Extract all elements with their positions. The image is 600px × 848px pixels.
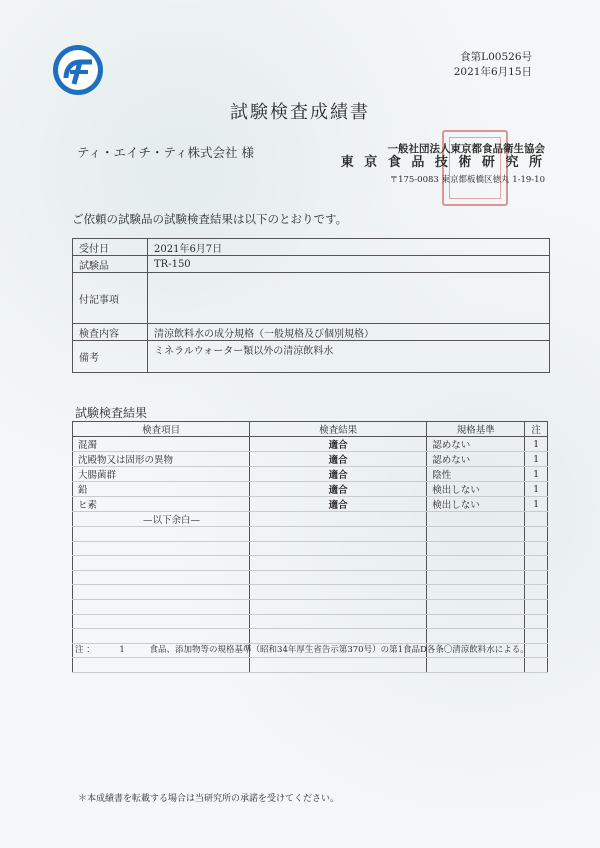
table-row <box>73 452 548 467</box>
result-item: ヒ素 <box>73 497 250 512</box>
empty-cell <box>427 658 525 673</box>
empty-cell <box>427 599 525 614</box>
empty-cell <box>525 556 548 571</box>
results-section-title: 試験検査結果 <box>75 406 148 420</box>
result-item: 大腸菌群 <box>73 467 250 482</box>
empty-cell <box>250 614 427 629</box>
empty-cell <box>73 599 250 614</box>
empty-cell <box>525 585 548 600</box>
issuer-lab: 東 京 食 品 技 術 研 究 所 <box>340 155 545 170</box>
empty-cell <box>525 570 548 585</box>
results-header-row <box>73 422 548 437</box>
table-row <box>73 556 548 571</box>
empty-cell <box>73 585 250 600</box>
info-value: TR-150 <box>148 256 550 273</box>
empty-cell <box>427 585 525 600</box>
empty-cell <box>250 585 427 600</box>
empty-cell <box>427 541 525 556</box>
info-value <box>148 273 550 324</box>
info-key: 付記事項 <box>73 273 148 324</box>
header-note: 注 <box>525 422 548 437</box>
header-result: 検査結果 <box>250 422 427 437</box>
table-row <box>73 585 548 600</box>
empty-cell <box>427 556 525 571</box>
empty-cell <box>250 599 427 614</box>
result-standard: 認めない <box>427 437 525 452</box>
client-name: ティ・エイチ・ティ株式会社 様 <box>77 145 254 160</box>
empty-cell <box>525 658 548 673</box>
empty-cell <box>525 527 548 542</box>
info-value: ミネラルウォーター類以外の清涼飲料水 <box>148 341 550 373</box>
info-value: 清涼飲料水の成分規格（一般規格及び個別規格） <box>148 324 550 341</box>
empty-cell <box>525 512 548 527</box>
result-item: 鉛 <box>73 482 250 497</box>
intro-text: ご依頼の試験品の試験検査結果は以下のとおりです。 <box>72 212 348 226</box>
result-standard: 陰性 <box>427 467 525 482</box>
info-key: 検査内容 <box>73 324 148 341</box>
table-row <box>73 658 548 673</box>
empty-cell <box>73 541 250 556</box>
header-standard: 規格基準 <box>427 422 525 437</box>
empty-cell <box>427 614 525 629</box>
result-note: 1 <box>525 452 548 467</box>
info-row <box>73 341 550 373</box>
table-row <box>73 570 548 585</box>
result-value: 適合 <box>250 437 427 452</box>
empty-cell <box>73 527 250 542</box>
footnote-number: 1 <box>119 645 125 655</box>
info-row <box>73 324 550 341</box>
result-standard: 検出しない <box>427 482 525 497</box>
result-item: 沈殿物又は固形の異物 <box>73 452 250 467</box>
result-value: 適合 <box>250 482 427 497</box>
info-key: 受付日 <box>73 239 148 256</box>
empty-cell <box>250 658 427 673</box>
empty-cell <box>427 512 525 527</box>
empty-cell <box>427 527 525 542</box>
table-row <box>73 527 548 542</box>
result-item: 混濁 <box>73 437 250 452</box>
info-row <box>73 273 550 324</box>
empty-cell <box>250 512 427 527</box>
empty-cell <box>525 629 548 644</box>
empty-cell <box>250 527 427 542</box>
empty-cell <box>73 570 250 585</box>
result-note: 1 <box>525 482 548 497</box>
result-note: 1 <box>525 497 548 512</box>
empty-cell <box>250 629 427 644</box>
empty-cell <box>250 570 427 585</box>
info-value: 2021年6月7日 <box>148 239 550 256</box>
table-row <box>73 497 548 512</box>
header-item: 検査項目 <box>73 422 250 437</box>
footnote-text: 食品、添加物等の規格基準（昭和34年厚生省告示第370号）の第1食品D各条〇清涼飲料水による。 <box>149 645 529 655</box>
issuer-association: 一般社団法人東京都食品衛生協会 <box>387 143 545 155</box>
table-row <box>73 512 548 527</box>
table-row <box>73 482 548 497</box>
empty-cell <box>250 556 427 571</box>
footer-notice: ＊本成績書を転載する場合は当研究所の承諾を受けてください。 <box>78 794 340 804</box>
table-row <box>73 629 548 644</box>
empty-cell <box>427 629 525 644</box>
table-row <box>73 467 548 482</box>
empty-cell <box>427 570 525 585</box>
result-value: 適合 <box>250 497 427 512</box>
empty-cell <box>73 658 250 673</box>
footnote-label: 注 ： <box>75 645 95 655</box>
results-table <box>72 421 548 673</box>
tf-logo-icon <box>52 44 104 96</box>
result-note: 1 <box>525 437 548 452</box>
page-title: 試験検査成績書 <box>230 102 370 123</box>
issue-date: 2021年6月15日 <box>453 66 532 78</box>
empty-cell <box>250 541 427 556</box>
empty-cell <box>73 556 250 571</box>
info-row <box>73 239 550 256</box>
info-key: 試験品 <box>73 256 148 273</box>
empty-cell <box>525 599 548 614</box>
issuer-address: 〒175-0083 東京都板橋区徳丸 1-19-10 <box>389 175 545 185</box>
table-row <box>73 599 548 614</box>
document-number-block <box>454 50 532 80</box>
issuer-block <box>341 142 545 187</box>
result-standard: 検出しない <box>427 497 525 512</box>
result-value: 適合 <box>250 452 427 467</box>
table-row <box>73 614 548 629</box>
sample-info-table <box>72 238 550 373</box>
result-standard: 認めない <box>427 452 525 467</box>
end-of-entries-mark: —以下余白— <box>73 512 250 527</box>
footnote <box>75 643 529 655</box>
info-row <box>73 256 550 273</box>
table-row <box>73 541 548 556</box>
empty-cell <box>73 614 250 629</box>
empty-cell <box>73 629 250 644</box>
empty-cell <box>525 541 548 556</box>
result-value: 適合 <box>250 467 427 482</box>
empty-cell <box>525 614 548 629</box>
table-row <box>73 437 548 452</box>
info-key: 備考 <box>73 341 148 373</box>
result-note: 1 <box>525 467 548 482</box>
doc-number: 食第L00526号 <box>460 51 532 63</box>
